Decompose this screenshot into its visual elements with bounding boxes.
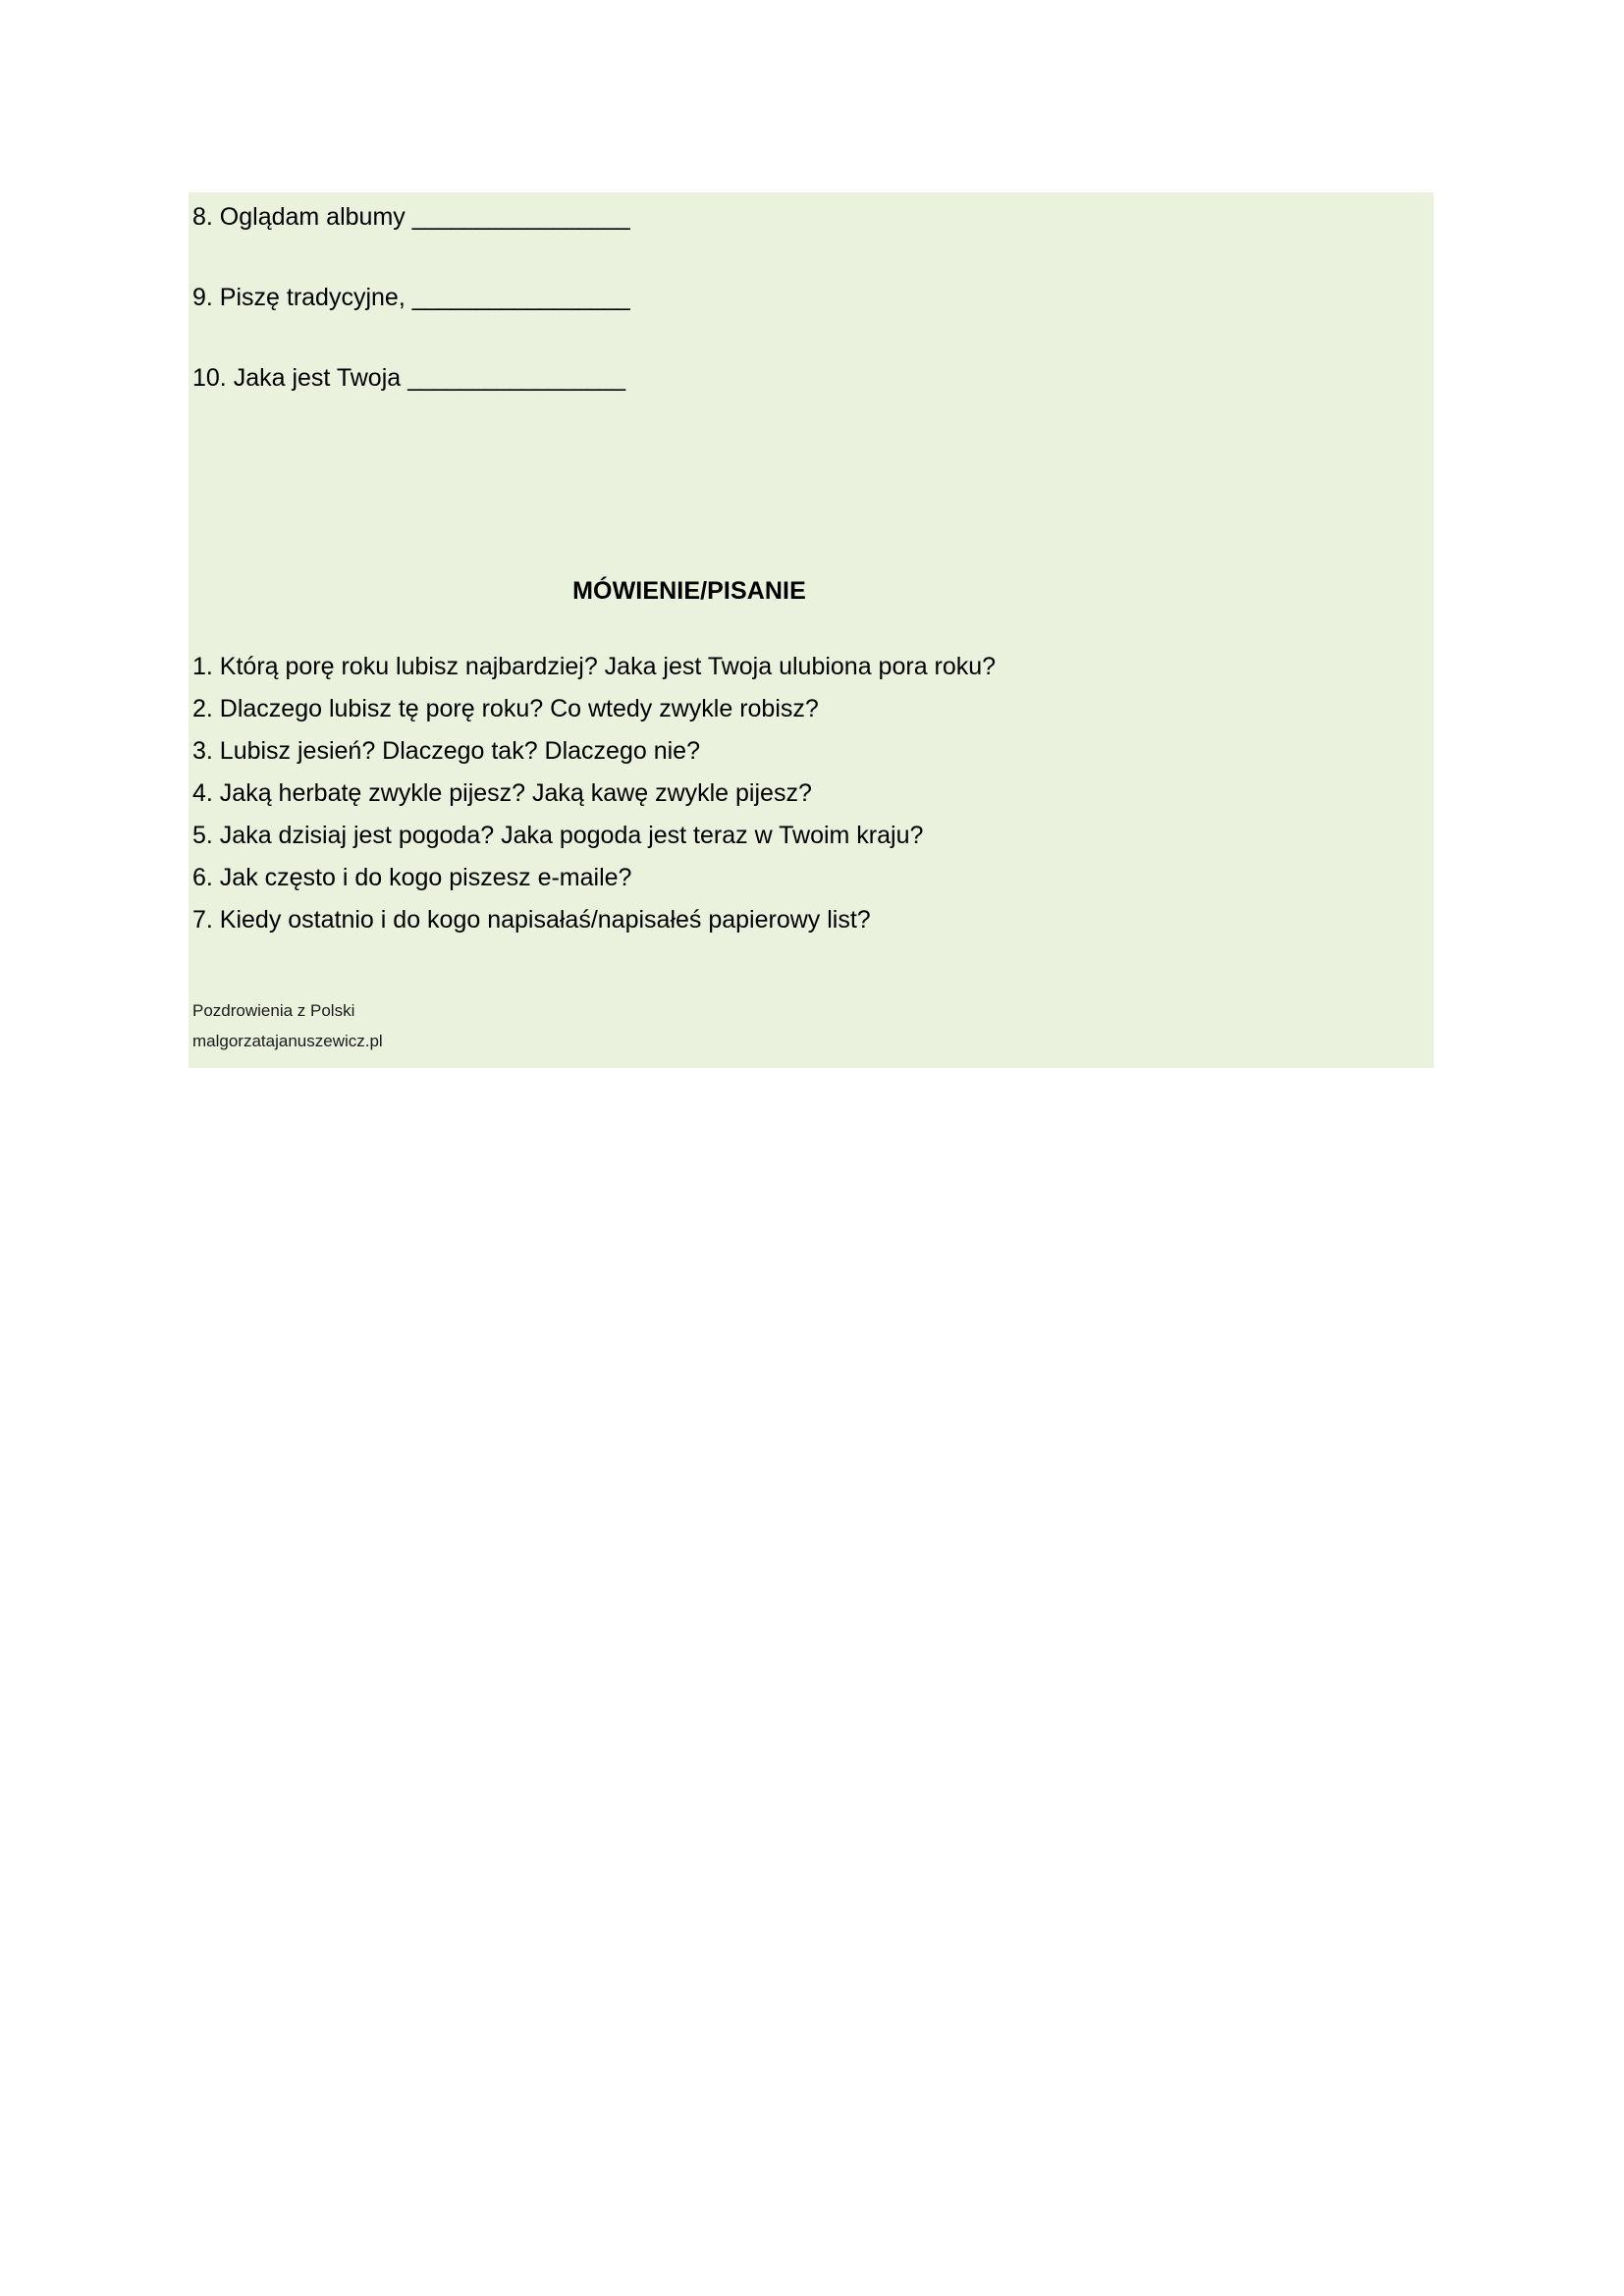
fill-in-item-label: 8. Oglądam albumy [192,203,412,231]
question-item: 2. Dlaczego lubisz tę porę roku? Co wtedy zwykle robisz? [192,695,819,722]
fill-in-item [192,365,624,393]
worksheet-panel [189,192,1434,1068]
fill-in-item-blank[interactable]: _________________ [411,203,629,231]
question-item: 7. Kiedy ostatnio i do kogo napisałaś/napisałeś papierowy list? [192,906,871,934]
worksheet-footer [192,995,782,1056]
question-item: 1. Którą porę roku lubisz najbardziej? Jaka jest Twoja ulubiona pora roku? [192,653,997,680]
worksheet-content [189,192,1434,1068]
fill-in-item-label: 9. Piszę tradycyjne, [192,284,412,311]
question-item: 5. Jaka dzisiaj jest pogoda? Jaka pogoda jest teraz w Twoim kraju? [192,822,924,849]
question-item: 6. Jak często i do kogo piszesz e-maile? [192,864,632,891]
footer-greeting: Pozdrowienia z Polski [192,1001,355,1020]
question-item: 3. Lubisz jesień? Dlaczego tak? Dlaczego nie? [192,737,700,765]
fill-in-item-label: 10. Jaka jest Twoja [192,364,408,392]
fill-in-item [192,204,629,232]
footer-website: malgorzatajanuszewicz.pl [192,1032,383,1050]
question-item: 4. Jaką herbatę zwykle pijesz? Jaką kawę zwykle pijesz? [192,779,812,807]
section-heading: MÓWIENIE/PISANIE [572,577,806,605]
fill-in-item-blank[interactable]: _________________ [407,364,625,392]
fill-in-item [192,285,629,312]
fill-in-item-blank[interactable]: _________________ [411,284,629,311]
question-list [192,646,1410,941]
